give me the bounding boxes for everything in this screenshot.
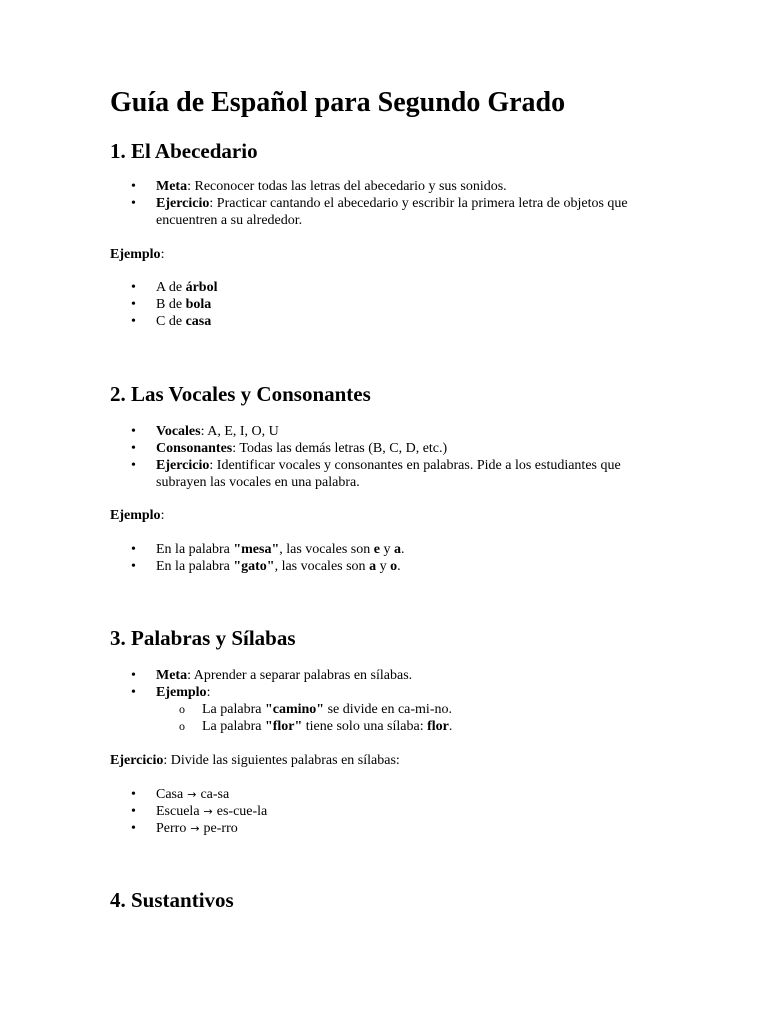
list-item: • Ejemplo: o La palabra "camino" se divide en ca-mi-no. o La palabra "flor" tiene solo una sílaba: flor.: [110, 684, 670, 735]
abecedario-goal-list: [110, 178, 670, 229]
silabas-word-list: [110, 786, 670, 837]
list-item: • C de casa: [110, 313, 670, 330]
section-heading-sustantivos: 4. Sustantivos: [110, 888, 234, 912]
list-item: • B de bola: [110, 296, 670, 313]
ejemplo-label: Ejemplo:: [110, 508, 165, 523]
arrow-right-icon: →: [187, 788, 197, 801]
list-item: • Ejercicio: Practicar cantando el abecedario y escribir la primera letra de objetos que encuentren a su alrededor.: [110, 195, 670, 229]
silabas-sub-list: [156, 701, 670, 735]
section-heading-silabas: 3. Palabras y Sílabas: [110, 626, 296, 650]
ejemplo-label: Ejemplo:: [110, 247, 165, 262]
section-heading-abecedario: 1. El Abecedario: [110, 139, 258, 163]
silabas-list: [110, 667, 670, 735]
list-item: • Ejercicio: Identificar vocales y consonantes en palabras. Pide a los estudiantes que subrayen las vocales en una palabra.: [110, 457, 670, 491]
vocales-list: [110, 423, 670, 491]
list-item: • En la palabra "gato", las vocales son a y o.: [110, 558, 670, 575]
list-item: • Meta: Aprender a separar palabras en sílabas.: [110, 667, 670, 684]
list-item: • Consonantes: Todas las demás letras (B, C, D, etc.): [110, 440, 670, 457]
ejercicio-label: Ejercicio: Divide las siguientes palabras en sílabas:: [110, 753, 400, 768]
arrow-right-icon: →: [190, 822, 200, 835]
arrow-right-icon: →: [203, 805, 213, 818]
sub-list-item: o La palabra "camino" se divide en ca-mi-no.: [156, 701, 670, 718]
section-heading-vocales: 2. Las Vocales y Consonantes: [110, 382, 371, 406]
list-item: • Meta: Reconocer todas las letras del abecedario y sus sonidos.: [110, 178, 670, 195]
list-item: • En la palabra "mesa", las vocales son e y a.: [110, 541, 670, 558]
abecedario-example-list: [110, 279, 670, 330]
sub-list-item: o La palabra "flor" tiene solo una sílaba: flor.: [156, 718, 670, 735]
list-item: • A de árbol: [110, 279, 670, 296]
document-title: Guía de Español para Segundo Grado: [110, 87, 566, 118]
list-item: • Perro → pe-rro: [110, 820, 670, 837]
vocales-example-list: [110, 541, 670, 575]
list-item: • Escuela → es-cue-la: [110, 803, 670, 820]
list-item: • Vocales: A, E, I, O, U: [110, 423, 670, 440]
list-item: • Casa → ca-sa: [110, 786, 670, 803]
